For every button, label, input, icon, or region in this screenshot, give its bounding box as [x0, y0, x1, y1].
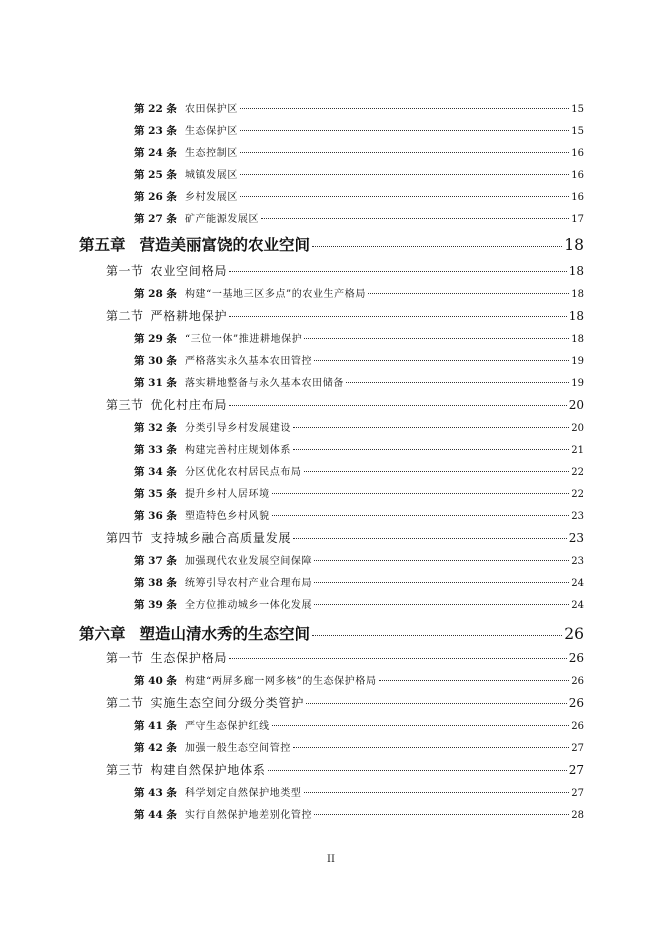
dot-leader — [229, 271, 566, 272]
toc-entry-number: 第 37 条 — [134, 555, 177, 567]
toc-entry-label — [106, 649, 227, 666]
toc-entry-label — [134, 672, 377, 688]
toc-entry-number: 第 33 条 — [134, 444, 177, 456]
toc-entry-title: 城镇发展区 — [184, 170, 238, 181]
dot-leader — [229, 316, 566, 317]
toc-article-entry[interactable] — [134, 485, 584, 501]
toc-entry-number: 第五章 — [79, 235, 126, 254]
toc-entry-label — [134, 330, 302, 346]
toc-entry-title: 落实耕地整备与永久基本农田储备 — [184, 378, 344, 389]
toc-article-entry[interactable] — [134, 374, 584, 390]
toc-entry-label — [134, 122, 238, 138]
toc-article-entry[interactable] — [134, 210, 584, 226]
toc-entry-page-number: 16 — [571, 148, 584, 159]
toc-article-entry[interactable] — [134, 441, 584, 457]
dot-leader — [346, 382, 569, 383]
toc-entry-title: 支持城乡融合高质量发展 — [150, 531, 292, 545]
dot-leader — [312, 635, 562, 636]
toc-entry-title: 分区优化农村居民点布局 — [184, 467, 302, 478]
toc-entry-number: 第六章 — [79, 624, 126, 643]
toc-entry-number: 第三节 — [106, 398, 144, 412]
toc-entry-label — [106, 761, 266, 778]
dot-leader — [268, 770, 567, 771]
toc-chapter-entry[interactable] — [79, 233, 584, 255]
toc-article-entry[interactable] — [134, 463, 584, 479]
toc-entry-page-number: 27 — [571, 743, 584, 754]
toc-entry-label — [134, 806, 312, 822]
toc-entry-label — [134, 100, 238, 116]
dot-leader — [240, 196, 569, 197]
toc-entry-page-number: 27 — [571, 788, 584, 799]
toc-entry-number: 第 23 条 — [134, 125, 177, 137]
toc-entry-title: 严守生态保护红线 — [184, 721, 270, 732]
dot-leader — [306, 703, 567, 704]
toc-entry-label — [134, 596, 312, 612]
toc-article-entry[interactable] — [134, 672, 584, 688]
toc-entry-page-number: 18 — [568, 309, 584, 323]
dot-leader — [293, 538, 566, 539]
toc-entry-label — [134, 374, 344, 390]
toc-entry-page-number: 18 — [568, 264, 584, 278]
toc-entry-page-number: 18 — [564, 236, 584, 254]
toc-entry-page-number: 26 — [571, 721, 584, 732]
toc-entry-page-number: 15 — [571, 104, 584, 115]
toc-entry-title: 生态保护格局 — [150, 651, 228, 665]
dot-leader — [261, 218, 569, 219]
toc-section-entry[interactable] — [106, 396, 584, 414]
toc-entry-title: 加强一般生态空间管控 — [184, 743, 291, 754]
toc-section-entry[interactable] — [106, 307, 584, 325]
dot-leader — [272, 493, 570, 494]
dot-leader — [272, 725, 570, 726]
toc-entry-page-number: 20 — [568, 398, 584, 412]
toc-entry-label — [134, 144, 238, 160]
toc-entry-number: 第 34 条 — [134, 466, 177, 478]
toc-entry-label — [79, 233, 310, 255]
toc-entry-page-number: 26 — [571, 676, 584, 687]
toc-entry-label — [134, 352, 312, 368]
toc-entry-number: 第一节 — [106, 651, 144, 665]
toc-entry-number: 第 25 条 — [134, 169, 177, 181]
toc-section-entry[interactable] — [106, 262, 584, 280]
toc-entry-title: 分类引导乡村发展建设 — [184, 423, 291, 434]
dot-leader — [240, 152, 569, 153]
toc-entry-number: 第 41 条 — [134, 720, 177, 732]
toc-entry-page-number: 26 — [568, 651, 584, 665]
toc-entry-label — [134, 485, 270, 501]
toc-entry-number: 第四节 — [106, 531, 144, 545]
toc-entry-page-number: 26 — [568, 696, 584, 710]
toc-entry-number: 第一节 — [106, 264, 144, 278]
toc-entry-page-number: 19 — [571, 356, 584, 367]
dot-leader — [240, 108, 569, 109]
toc-entry-title: 加强现代农业发展空间保障 — [184, 556, 313, 567]
toc-entry-title: 营造美丽富饶的农业空间 — [139, 235, 311, 254]
toc-entry-number: 第二节 — [106, 309, 144, 323]
dot-leader — [240, 174, 569, 175]
toc-entry-page-number: 21 — [571, 445, 584, 456]
toc-article-entry[interactable] — [134, 717, 584, 733]
toc-article-entry[interactable] — [134, 100, 584, 116]
toc-article-entry[interactable] — [134, 122, 584, 138]
toc-entry-label — [134, 210, 259, 226]
dot-leader — [304, 792, 570, 793]
toc-article-entry[interactable] — [134, 552, 584, 568]
toc-entry-label — [106, 694, 304, 711]
toc-entry-label — [134, 419, 291, 435]
toc-entry-label — [106, 529, 291, 546]
toc-entry-number: 第二节 — [106, 696, 144, 710]
toc-entry-page-number: 28 — [571, 810, 584, 821]
toc-entry-label — [134, 784, 302, 800]
dot-leader — [293, 747, 569, 748]
toc-entry-number: 第 27 条 — [134, 213, 177, 225]
toc-entry-number: 第 29 条 — [134, 333, 177, 345]
toc-section-entry[interactable] — [106, 529, 584, 547]
toc-entry-page-number: 26 — [564, 625, 584, 643]
toc-entry-title: 统筹引导农村产业合理布局 — [184, 578, 313, 589]
toc-article-entry[interactable] — [134, 784, 584, 800]
toc-section-entry[interactable] — [106, 694, 584, 712]
dot-leader — [314, 560, 569, 561]
toc-entry-number: 第 24 条 — [134, 147, 177, 159]
toc-entry-number: 第 22 条 — [134, 103, 177, 115]
toc-entry-label — [134, 507, 270, 523]
dot-leader — [314, 604, 569, 605]
toc-entry-page-number: 27 — [568, 763, 584, 777]
toc-entry-number: 第三节 — [106, 763, 144, 777]
toc-entry-label — [134, 285, 366, 301]
toc-article-entry[interactable] — [134, 144, 584, 160]
toc-entry-title: 实施生态空间分级分类管护 — [150, 696, 305, 710]
toc-entry-label — [134, 739, 291, 755]
toc-entry-title: 构建自然保护地体系 — [150, 763, 266, 777]
toc-entry-title: 构建“两屏多廊一网多核”的生态保护格局 — [184, 676, 377, 687]
toc-entry-title: 全方位推动城乡一体化发展 — [184, 600, 313, 611]
toc-entry-label — [134, 166, 238, 182]
dot-leader — [293, 427, 569, 428]
toc-entry-title: 严格耕地保护 — [150, 309, 228, 323]
toc-entry-page-number: 22 — [571, 489, 584, 500]
toc-entry-number: 第 36 条 — [134, 510, 177, 522]
dot-leader — [314, 360, 569, 361]
toc-article-entry[interactable] — [134, 330, 584, 346]
toc-entry-title: 乡村发展区 — [184, 192, 238, 203]
toc-entry-title: 塑造特色乡村风貌 — [184, 511, 270, 522]
dot-leader — [240, 130, 569, 131]
toc-entry-page-number: 24 — [571, 578, 584, 589]
dot-leader — [304, 338, 569, 339]
dot-leader — [229, 658, 566, 659]
toc-entry-number: 第 31 条 — [134, 377, 177, 389]
toc-entry-title: 实行自然保护地差别化管控 — [184, 810, 313, 821]
toc-article-entry[interactable] — [134, 188, 584, 204]
toc-entry-title: 科学划定自然保护地类型 — [184, 788, 302, 799]
toc-entry-page-number: 16 — [571, 192, 584, 203]
toc-section-entry[interactable] — [106, 649, 584, 667]
toc-entry-label — [134, 188, 238, 204]
toc-entry-page-number: 18 — [571, 334, 584, 345]
toc-entry-title: 矿产能源发展区 — [184, 214, 260, 225]
toc-entry-number: 第 40 条 — [134, 675, 177, 687]
dot-leader — [229, 405, 566, 406]
toc-entry-label — [106, 262, 227, 279]
toc-entry-title: 构建完善村庄规划体系 — [184, 445, 291, 456]
dot-leader — [368, 293, 569, 294]
toc-entry-number: 第 35 条 — [134, 488, 177, 500]
toc-entry-number: 第 28 条 — [134, 288, 177, 300]
toc-entry-number: 第 39 条 — [134, 599, 177, 611]
toc-entry-page-number: 18 — [571, 289, 584, 300]
toc-entry-page-number: 15 — [571, 126, 584, 137]
toc-entry-title: 生态保护区 — [184, 126, 238, 137]
toc-entry-label — [106, 396, 227, 413]
dot-leader — [293, 449, 569, 450]
toc-entry-number: 第 30 条 — [134, 355, 177, 367]
toc-entry-number: 第 42 条 — [134, 742, 177, 754]
toc-entry-number: 第 32 条 — [134, 422, 177, 434]
toc-entry-page-number: 19 — [571, 378, 584, 389]
toc-entry-title: “三位一体”推进耕地保护 — [184, 334, 303, 345]
toc-entry-number: 第 26 条 — [134, 191, 177, 203]
toc-entry-page-number: 24 — [571, 600, 584, 611]
dot-leader — [379, 680, 570, 681]
toc-entry-title: 农业空间格局 — [150, 264, 228, 278]
toc-article-entry[interactable] — [134, 166, 584, 182]
toc-entry-number: 第 38 条 — [134, 577, 177, 589]
toc-entry-page-number: 23 — [568, 531, 584, 545]
toc-article-entry[interactable] — [134, 806, 584, 822]
toc-entry-number: 第 43 条 — [134, 787, 177, 799]
toc-entry-title: 构建“一基地三区多点”的农业生产格局 — [184, 289, 366, 300]
toc-entry-label — [134, 574, 312, 590]
toc-entry-title: 生态控制区 — [184, 148, 238, 159]
toc-entry-page-number: 23 — [571, 511, 584, 522]
toc-entry-page-number: 22 — [571, 467, 584, 478]
toc-entry-label — [134, 717, 270, 733]
toc-article-entry[interactable] — [134, 596, 584, 612]
toc-entry-number: 第 44 条 — [134, 809, 177, 821]
toc-entry-title: 农田保护区 — [184, 104, 238, 115]
dot-leader — [272, 515, 570, 516]
toc-entry-title: 优化村庄布局 — [150, 398, 228, 412]
toc-entry-label — [134, 552, 312, 568]
toc-entry-title: 塑造山清水秀的生态空间 — [139, 624, 311, 643]
toc-article-entry[interactable] — [134, 419, 584, 435]
dot-leader — [314, 814, 569, 815]
toc-chapter-entry[interactable] — [79, 622, 584, 644]
dot-leader — [312, 246, 562, 247]
toc-entry-page-number: 17 — [571, 214, 584, 225]
toc-article-entry[interactable] — [134, 352, 584, 368]
toc-entry-page-number: 16 — [571, 170, 584, 181]
toc-entry-page-number: 20 — [571, 423, 584, 434]
toc-section-entry[interactable] — [106, 761, 584, 779]
toc-entry-title: 提升乡村人居环境 — [184, 489, 270, 500]
dot-leader — [304, 471, 570, 472]
page-number: II — [327, 854, 335, 865]
toc-entry-label — [79, 622, 310, 644]
toc-article-entry[interactable] — [134, 507, 584, 523]
toc-entry-label — [134, 441, 291, 457]
toc-entry-label — [106, 307, 227, 324]
toc-entry-page-number: 23 — [571, 556, 584, 567]
toc-article-entry[interactable] — [134, 739, 584, 755]
dot-leader — [314, 582, 569, 583]
toc-article-entry[interactable] — [134, 285, 584, 301]
toc-entry-title: 严格落实永久基本农田管控 — [184, 356, 313, 367]
toc-article-entry[interactable] — [134, 574, 584, 590]
toc-entry-label — [134, 463, 302, 479]
